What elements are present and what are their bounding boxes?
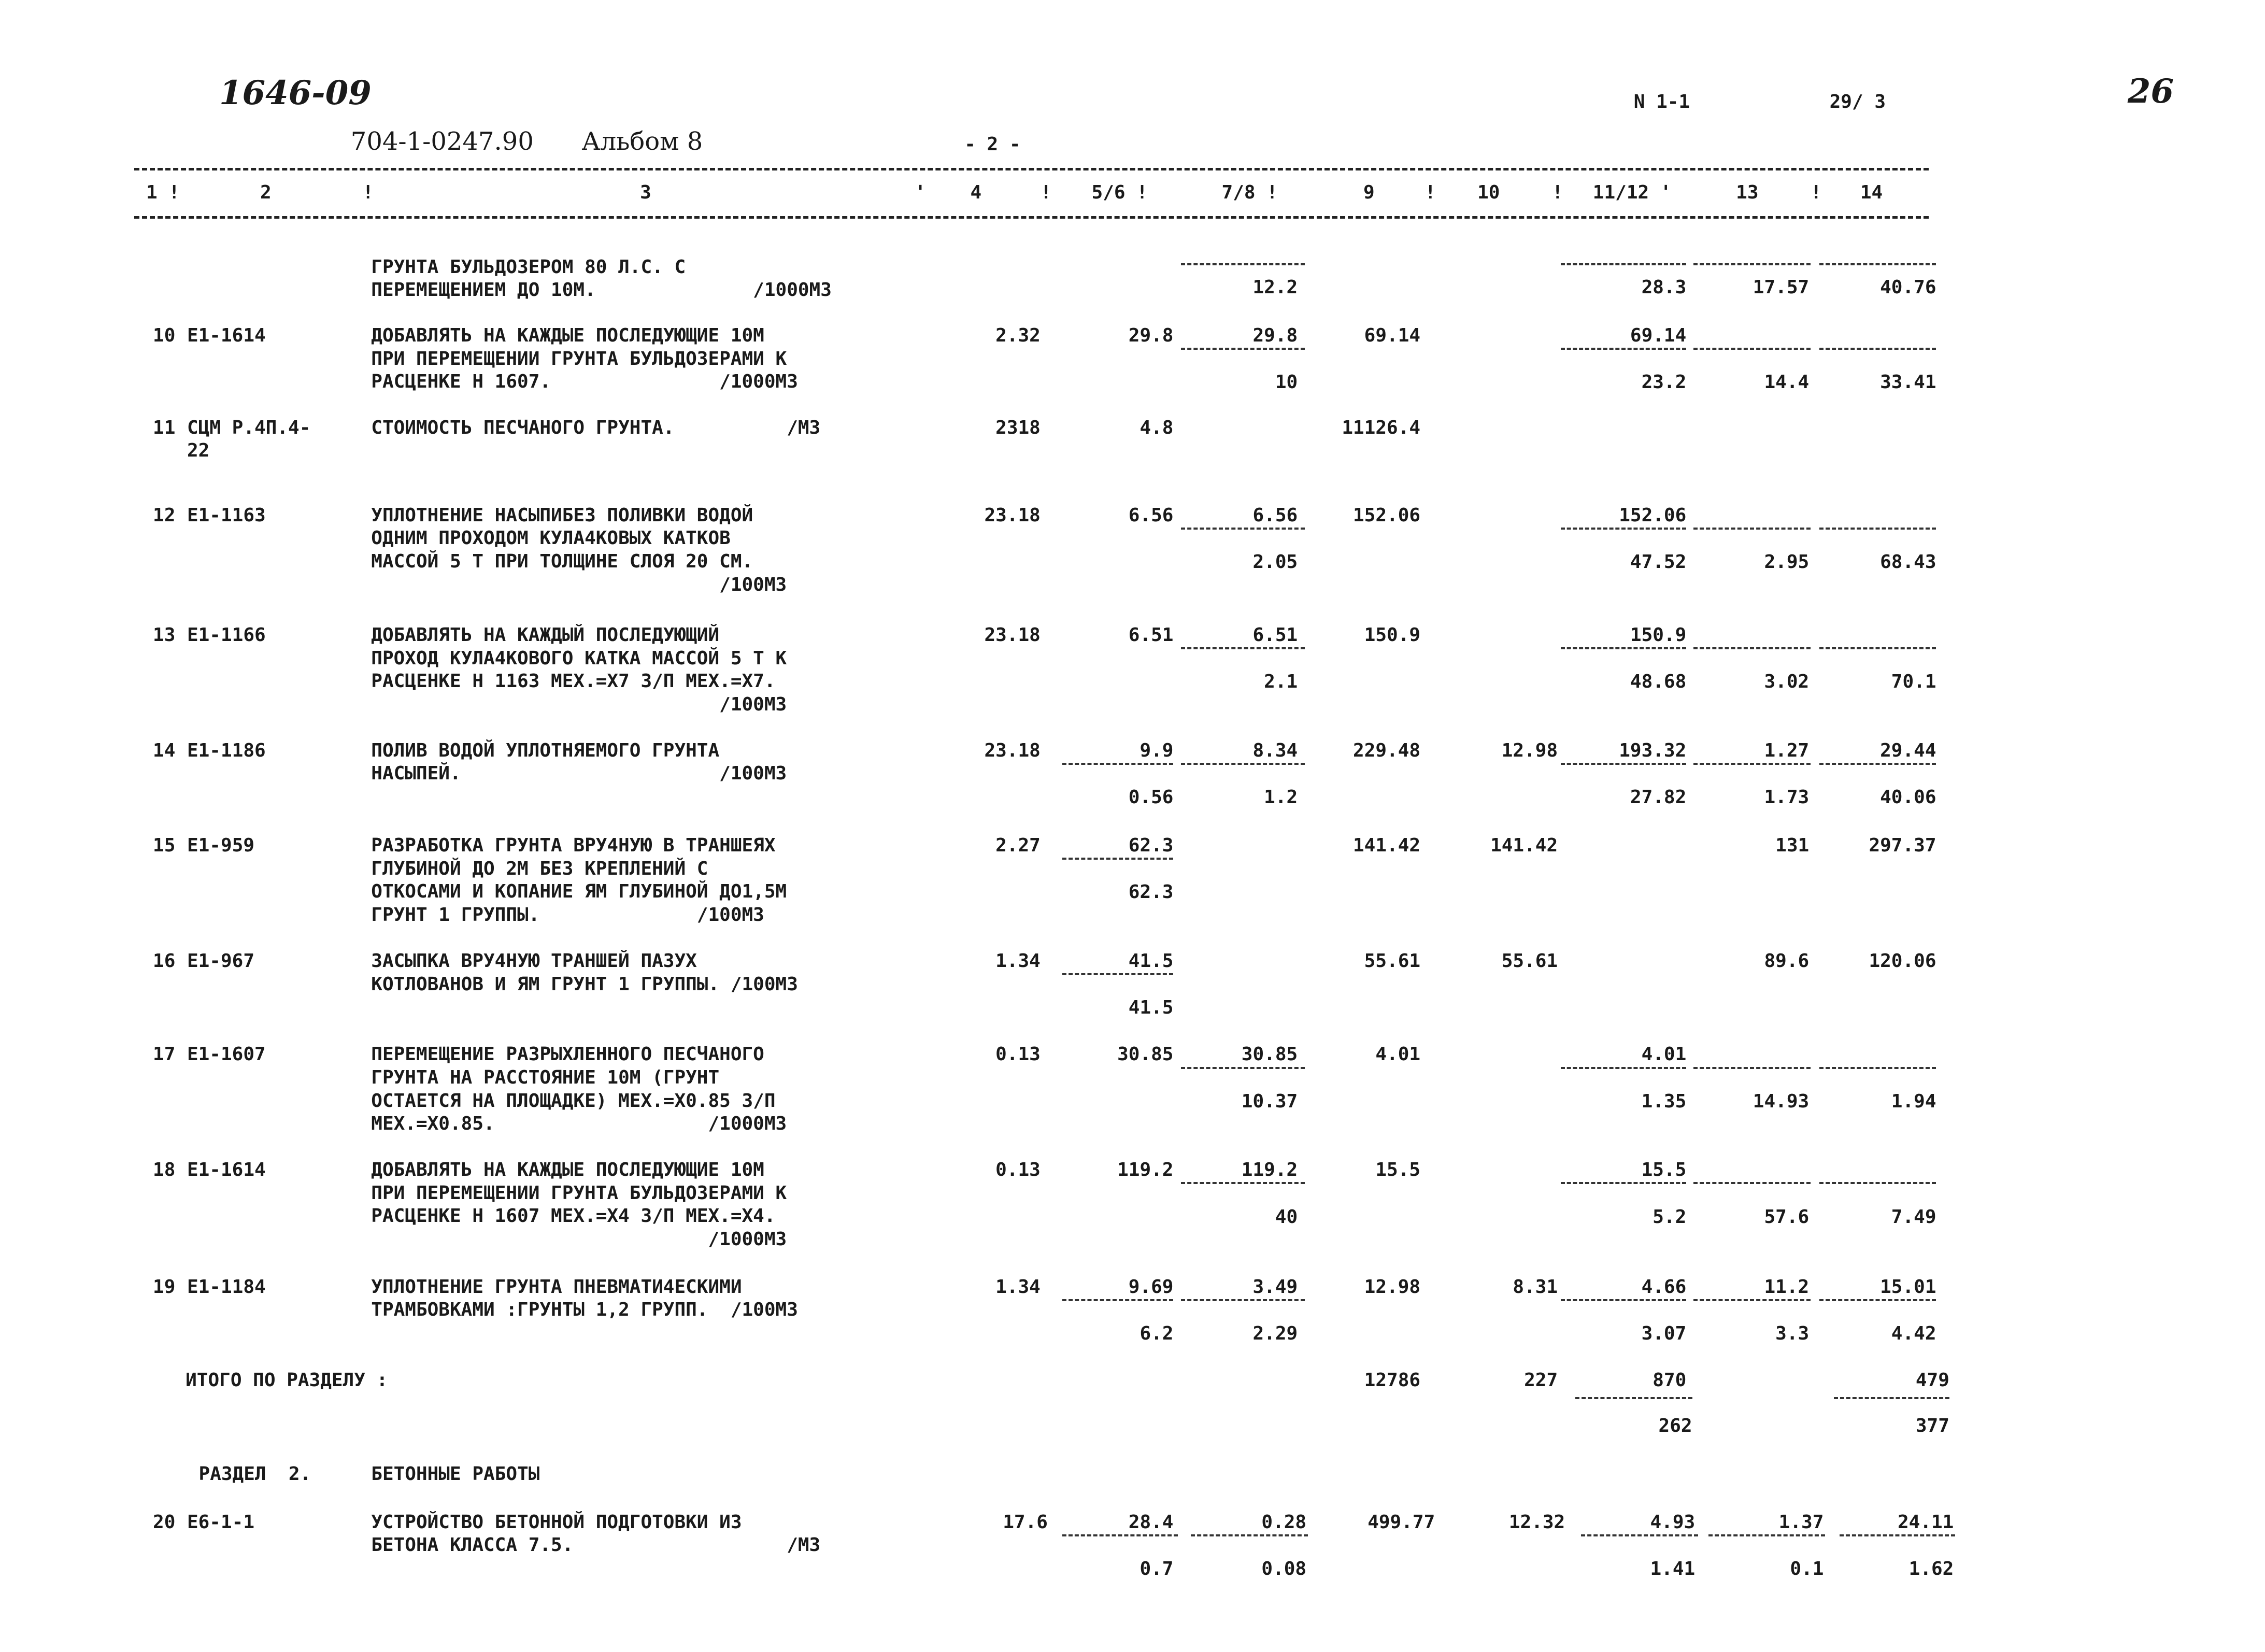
cell-c78-lower: 0.08 — [1261, 1558, 1307, 1580]
cell-c56: 62.3 — [1128, 835, 1174, 857]
cell-c1112: 4.01 — [1641, 1044, 1687, 1065]
handwritten-code: 1646-09 — [219, 73, 372, 112]
row-number: 18 — [153, 1159, 176, 1181]
row-description: ГРУНТА БУЛЬДОЗЕРОМ 80 Л.С. С — [371, 256, 686, 278]
column-header: 3 — [640, 181, 651, 203]
cell-c4: 2318 — [995, 417, 1041, 438]
value-separator — [1581, 1534, 1698, 1536]
row-number: 10 — [153, 325, 176, 347]
cell-c56: 29.8 — [1128, 325, 1174, 347]
row-description: ТРАМБОВКАМИ :ГРУНТЫ 1,2 ГРУПП. /100М3 — [371, 1299, 798, 1321]
row-description: УСТРОЙСТВО БЕТОННОЙ ПОДГОТОВКИ ИЗ — [371, 1511, 742, 1533]
cell-c56-lower: 0.7 — [1139, 1558, 1174, 1580]
cell-c1112: 152.06 — [1619, 504, 1687, 526]
value-separator — [1062, 1534, 1178, 1536]
row-description: УПЛОТНЕНИЕ ГРУНТА ПНЕВМАТИ4ЕСКИМИ — [371, 1276, 742, 1298]
row-description: ПРИ ПЕРЕМЕЩЕНИИ ГРУНТА БУЛЬДОЗЕРАМИ К — [371, 348, 787, 369]
row-number: 12 — [153, 504, 176, 526]
value-separator — [1181, 647, 1305, 649]
cell-c78-lower: 40 — [1275, 1206, 1298, 1228]
total-label: ИТОГО ПО РАЗДЕЛУ : — [186, 1370, 388, 1391]
row-number: 16 — [153, 950, 176, 972]
cell-c78-lower: 1.2 — [1264, 787, 1298, 808]
cell-c14-lower: 33.41 — [1880, 372, 1936, 393]
value-separator — [1561, 1067, 1687, 1069]
cell-c13-lower: 14.4 — [1764, 372, 1810, 393]
cell-c78-lower: 10.37 — [1241, 1090, 1298, 1112]
value-separator — [1191, 1534, 1308, 1536]
cell-c1112-lower: 48.68 — [1630, 671, 1687, 693]
value-separator — [1819, 1067, 1936, 1069]
cell-c78-lower: 2.29 — [1252, 1323, 1298, 1345]
value-separator — [1693, 263, 1811, 265]
cell-c1112: 15.5 — [1641, 1159, 1687, 1181]
value-separator — [1181, 1299, 1305, 1301]
cell-c56-lower: 0.56 — [1128, 787, 1174, 808]
value-separator — [1708, 1534, 1826, 1536]
value-separator — [1181, 763, 1305, 765]
row-description: ГРУНТ 1 ГРУППЫ. /100М3 — [371, 904, 764, 925]
page-dash: - 2 - — [964, 133, 1021, 155]
total-c10: 227 — [1524, 1370, 1558, 1391]
cell-c78: 6.51 — [1252, 624, 1298, 646]
cell-c56: 9.69 — [1128, 1276, 1174, 1298]
cell-c4: 1.34 — [995, 1276, 1041, 1298]
cell-c56: 6.51 — [1128, 624, 1174, 646]
cell-c9: 229.48 — [1353, 739, 1421, 761]
cell-c14-lower: 7.49 — [1891, 1206, 1936, 1228]
cell-c9: 12.98 — [1364, 1276, 1421, 1298]
cell-c13-lower: 3.02 — [1764, 671, 1810, 693]
row-code: Е1-1186 — [187, 739, 266, 761]
value-separator — [1834, 1397, 1949, 1399]
cell-c13-lower: 3.3 — [1775, 1323, 1810, 1345]
row-number: 11 — [153, 417, 176, 438]
row-number: 20 — [153, 1511, 176, 1533]
cell-c9: 69.14 — [1364, 325, 1421, 347]
cell-c9: 55.61 — [1364, 950, 1421, 972]
column-header: 1 ! — [146, 181, 180, 203]
value-separator — [1181, 1182, 1305, 1184]
column-header: 11/12 ' — [1592, 181, 1672, 203]
cell-c56: 41.5 — [1128, 950, 1174, 972]
row-code: СЦМ Р.4П.4- 22 — [187, 417, 311, 461]
total-c9: 12786 — [1364, 1370, 1421, 1391]
cell-c13: 131 — [1775, 835, 1810, 857]
cell-c9: 150.9 — [1364, 624, 1421, 646]
row-number: 15 — [153, 835, 176, 857]
row-number: 13 — [153, 624, 176, 646]
value-separator — [1062, 858, 1173, 860]
row-code: Е1-1614 — [187, 325, 266, 347]
value-separator — [1693, 1299, 1811, 1301]
row-description: РАСЦЕНКЕ Н 1163 МЕХ.=Х7 З/П МЕХ.=Х7. — [371, 671, 776, 692]
cell-c14: 297.37 — [1869, 835, 1936, 857]
cell-c1112: 193.32 — [1619, 739, 1687, 761]
row-description: /100М3 — [371, 693, 787, 715]
row-description: СТОИМОСТЬ ПЕСЧАНОГО ГРУНТА. /М3 — [371, 417, 821, 438]
cell-c13: 89.6 — [1764, 950, 1810, 972]
cell-c10: 8.31 — [1513, 1276, 1558, 1298]
column-header: 13 — [1736, 181, 1759, 203]
cell-c4: 17.6 — [1003, 1511, 1048, 1533]
cell-c56-lower: 6.2 — [1139, 1323, 1174, 1345]
value-separator — [1693, 348, 1811, 350]
value-separator — [1819, 647, 1936, 649]
column-header: ! — [1551, 181, 1563, 203]
cell-c78-lower: 2.05 — [1252, 551, 1298, 573]
cell-c14-lower: 4.42 — [1891, 1323, 1936, 1345]
cell-c4: 2.32 — [995, 325, 1041, 347]
cell-c14: 24.11 — [1897, 1511, 1954, 1533]
row-description: ПОЛИВ ВОДОЙ УПЛОТНЯЕМОГО ГРУНТА — [371, 739, 720, 761]
value-separator — [1561, 1182, 1687, 1184]
row-description: ЗАСЫПКА ВРУ4НУЮ ТРАНШЕЙ ПАЗУХ — [371, 950, 697, 972]
row-number: 17 — [153, 1044, 176, 1065]
cell-c4: 23.18 — [984, 739, 1041, 761]
value-separator — [1840, 1534, 1955, 1536]
column-header: 5/6 ! — [1091, 181, 1148, 203]
cell-c13: 17.57 — [1753, 276, 1810, 298]
cell-c1112-lower: 5.2 — [1653, 1206, 1687, 1228]
cell-c4: 23.18 — [984, 504, 1041, 526]
row-description: РАЗРАБОТКА ГРУНТА ВРУ4НУЮ В ТРАНШЕЯХ — [371, 835, 776, 857]
cell-c78: 8.34 — [1252, 739, 1298, 761]
value-separator — [1693, 763, 1811, 765]
cell-c14: 120.06 — [1869, 950, 1936, 972]
cell-c4: 23.18 — [984, 624, 1041, 646]
cell-c78: 119.2 — [1241, 1159, 1298, 1181]
row-description: ПРОХОД КУЛА4КОВОГО КАТКА МАССОЙ 5 Т К — [371, 647, 787, 669]
column-header: ! — [362, 181, 374, 203]
value-separator — [1693, 1182, 1811, 1184]
cell-c14: 40.76 — [1880, 276, 1936, 298]
cell-c1112-lower: 23.2 — [1641, 372, 1687, 393]
cell-c14: 29.44 — [1880, 739, 1936, 761]
value-separator — [1181, 263, 1305, 265]
doc-id: 704-1-0247.90 — [350, 126, 534, 156]
cell-c1112: 69.14 — [1630, 325, 1687, 347]
value-separator — [1062, 763, 1173, 765]
cell-c78: 29.8 — [1252, 325, 1298, 347]
value-separator — [1561, 263, 1687, 265]
row-description: МАССОЙ 5 Т ПРИ ТОЛЩИНЕ СЛОЯ 20 СМ. — [371, 551, 753, 572]
cell-c56: 9.9 — [1139, 739, 1174, 761]
row-description: ОДНИМ ПРОХОДОМ КУЛА4КОВЫХ КАТКОВ — [371, 528, 731, 549]
cell-c9: 152.06 — [1353, 504, 1421, 526]
row-code: Е1-967 — [187, 950, 254, 972]
value-separator — [1819, 1182, 1936, 1184]
cell-c4: 2.27 — [995, 835, 1041, 857]
value-separator — [1561, 1299, 1687, 1301]
cell-c78-lower: 12.2 — [1252, 276, 1298, 298]
cell-c4: 1.34 — [995, 950, 1041, 972]
value-separator — [1181, 528, 1305, 530]
cell-c1112-lower: 3.07 — [1641, 1323, 1687, 1345]
cell-c14-lower: 68.43 — [1880, 551, 1936, 573]
cell-c13-lower: 57.6 — [1764, 1206, 1810, 1228]
cell-c56: 4.8 — [1139, 417, 1174, 438]
value-separator — [1693, 528, 1811, 530]
row-description: КОТЛОВАНОВ И ЯМ ГРУНТ 1 ГРУППЫ. /100М3 — [371, 973, 798, 995]
cell-c9: 141.42 — [1353, 835, 1421, 857]
column-header: 2 — [260, 181, 272, 203]
row-description: ПЕРЕМЕЩЕНИЕ РАЗРЫХЛЕННОГО ПЕСЧАНОГО — [371, 1044, 764, 1065]
row-description: /1000М3 — [371, 1228, 787, 1250]
cell-c10: 141.42 — [1490, 835, 1558, 857]
total-c14-lower: 377 — [1915, 1415, 1949, 1436]
row-code: Е1-1614 — [187, 1159, 266, 1181]
cell-c1112: 4.93 — [1650, 1511, 1696, 1533]
cell-c13-lower: 0.1 — [1790, 1558, 1824, 1580]
cell-c56: 6.56 — [1128, 504, 1174, 526]
total-c1112-lower: 262 — [1658, 1415, 1692, 1436]
row-description: РАСЦЕНКЕ Н 1607 МЕХ.=Х4 З/П МЕХ.=Х4. — [371, 1205, 776, 1227]
row-description: НАСЫПЕЙ. /100М3 — [371, 763, 787, 785]
value-separator — [1819, 348, 1936, 350]
cell-c78: 0.28 — [1261, 1511, 1307, 1533]
cell-c13: 1.37 — [1778, 1511, 1824, 1533]
album-label: Альбом 8 — [581, 126, 703, 156]
value-separator — [1693, 1067, 1811, 1069]
cell-c1112: 150.9 — [1630, 624, 1687, 646]
row-number: 14 — [153, 739, 176, 761]
row-description: ПЕРЕМЕЩЕНИЕМ ДО 10М. /1000М3 — [371, 279, 832, 301]
sheet-no: 29/ 3 — [1829, 91, 1886, 112]
cell-c13-lower: 2.95 — [1764, 551, 1810, 573]
cell-c9: 11126.4 — [1342, 417, 1421, 438]
value-separator — [1819, 528, 1936, 530]
row-description: ПРИ ПЕРЕМЕЩЕНИИ ГРУНТА БУЛЬДОЗЕРАМИ К — [371, 1182, 787, 1204]
row-description: МЕХ.=Х0.85. /1000М3 — [371, 1113, 787, 1135]
row-description: /100М3 — [371, 574, 787, 595]
value-separator — [1561, 528, 1687, 530]
column-header: ! — [1424, 181, 1436, 203]
cell-c78-lower: 2.1 — [1264, 671, 1298, 693]
section-label: РАЗДЕЛ 2. — [198, 1463, 311, 1485]
cell-c13: 1.27 — [1764, 739, 1810, 761]
cell-c13: 11.2 — [1764, 1276, 1810, 1298]
row-description: ОТКОСАМИ И КОПАНИЕ ЯМ ГЛУБИНОЙ ДО1,5М — [371, 881, 787, 903]
value-separator — [1062, 973, 1173, 975]
cell-c78: 3.49 — [1252, 1276, 1298, 1298]
header-rule-bottom — [134, 216, 1929, 219]
cell-c1112-lower: 27.82 — [1630, 787, 1687, 808]
cell-c1112-lower: 1.35 — [1641, 1090, 1687, 1112]
value-separator — [1819, 1299, 1936, 1301]
column-header: 4 — [970, 181, 982, 203]
column-header: ! — [1810, 181, 1822, 203]
value-separator — [1819, 763, 1936, 765]
cell-c10: 12.32 — [1508, 1511, 1565, 1533]
row-code: Е1-1163 — [187, 504, 266, 526]
row-description: ОСТАЕТСЯ НА ПЛОЩАДКЕ) МЕХ.=Х0.85 З/П — [371, 1090, 776, 1112]
value-separator — [1181, 1067, 1305, 1069]
cell-c14: 15.01 — [1880, 1276, 1936, 1298]
cell-c56: 30.85 — [1117, 1044, 1174, 1065]
column-header: 14 — [1860, 181, 1883, 203]
value-separator — [1561, 348, 1687, 350]
row-code: Е1-1184 — [187, 1276, 266, 1298]
cell-c4: 0.13 — [995, 1044, 1041, 1065]
cell-c9: 4.01 — [1375, 1044, 1421, 1065]
total-c14: 479 — [1915, 1370, 1949, 1391]
value-separator — [1561, 763, 1687, 765]
cell-c1112-lower: 47.52 — [1630, 551, 1687, 573]
value-separator — [1181, 348, 1305, 350]
cell-c1112-lower: 1.41 — [1650, 1558, 1696, 1580]
value-separator — [1575, 1397, 1692, 1399]
column-header: 9 — [1363, 181, 1375, 203]
cell-c13-lower: 14.93 — [1753, 1090, 1810, 1112]
column-header: 7/8 ! — [1221, 181, 1278, 203]
row-code: Е6-1-1 — [187, 1511, 254, 1533]
cell-c14-lower: 1.94 — [1891, 1090, 1936, 1112]
cell-c14-lower: 70.1 — [1891, 671, 1936, 693]
total-c1112: 870 — [1653, 1370, 1687, 1391]
cell-c56: 28.4 — [1128, 1511, 1174, 1533]
cell-c56-lower: 62.3 — [1128, 881, 1174, 903]
row-description: УПЛОТНЕНИЕ НАСЫПИБЕЗ ПОЛИВКИ ВОДОЙ — [371, 504, 753, 526]
sheet-ref: N 1-1 — [1633, 91, 1690, 112]
cell-c78: 6.56 — [1252, 504, 1298, 526]
cell-c14-lower: 40.06 — [1880, 787, 1936, 808]
cell-c4: 0.13 — [995, 1159, 1041, 1181]
row-number: 19 — [153, 1276, 176, 1298]
row-description: ГЛУБИНОЙ ДО 2М БЕЗ КРЕПЛЕНИЙ С — [371, 858, 708, 879]
cell-c56: 119.2 — [1117, 1159, 1174, 1181]
section-title: БЕТОННЫЕ РАБОТЫ — [371, 1463, 540, 1485]
row-description: ГРУНТА НА РАССТОЯНИЕ 10М (ГРУНТ — [371, 1067, 720, 1089]
row-code: Е1-959 — [187, 835, 254, 857]
row-description: ДОБАВЛЯТЬ НА КАЖДЫЙ ПОСЛЕДУЮЩИЙ — [371, 624, 720, 646]
row-description: БЕТОНА КЛАССА 7.5. /М3 — [371, 1534, 821, 1556]
cell-c56-lower: 41.5 — [1128, 997, 1174, 1019]
cell-c14-lower: 1.62 — [1908, 1558, 1954, 1580]
cell-c1112: 28.3 — [1641, 276, 1687, 298]
value-separator — [1693, 647, 1811, 649]
row-code: Е1-1166 — [187, 624, 266, 646]
cell-c13-lower: 1.73 — [1764, 787, 1810, 808]
value-separator — [1819, 263, 1936, 265]
header-rule-top — [134, 168, 1929, 170]
value-separator — [1062, 1299, 1173, 1301]
cell-c9: 15.5 — [1375, 1159, 1421, 1181]
cell-c10: 12.98 — [1501, 739, 1558, 761]
row-description: ДОБАВЛЯТЬ НА КАЖДЫЕ ПОСЛЕДУЮЩИЕ 10М — [371, 1159, 764, 1181]
row-description: РАСЦЕНКЕ Н 1607. /1000М3 — [371, 371, 798, 393]
column-header: ! — [1040, 181, 1052, 203]
row-code: Е1-1607 — [187, 1044, 266, 1065]
cell-c1112: 4.66 — [1641, 1276, 1687, 1298]
cell-c9: 499.77 — [1367, 1511, 1435, 1533]
column-header: 10 — [1477, 181, 1500, 203]
row-description: ДОБАВЛЯТЬ НА КАЖДЫЕ ПОСЛЕДУЮЩИЕ 10М — [371, 325, 764, 347]
page-number: 26 — [2127, 72, 2174, 111]
column-header: ' — [915, 181, 926, 203]
value-separator — [1561, 647, 1687, 649]
cell-c10: 55.61 — [1501, 950, 1558, 972]
cell-c78: 30.85 — [1241, 1044, 1298, 1065]
cell-c78-lower: 10 — [1275, 372, 1298, 393]
